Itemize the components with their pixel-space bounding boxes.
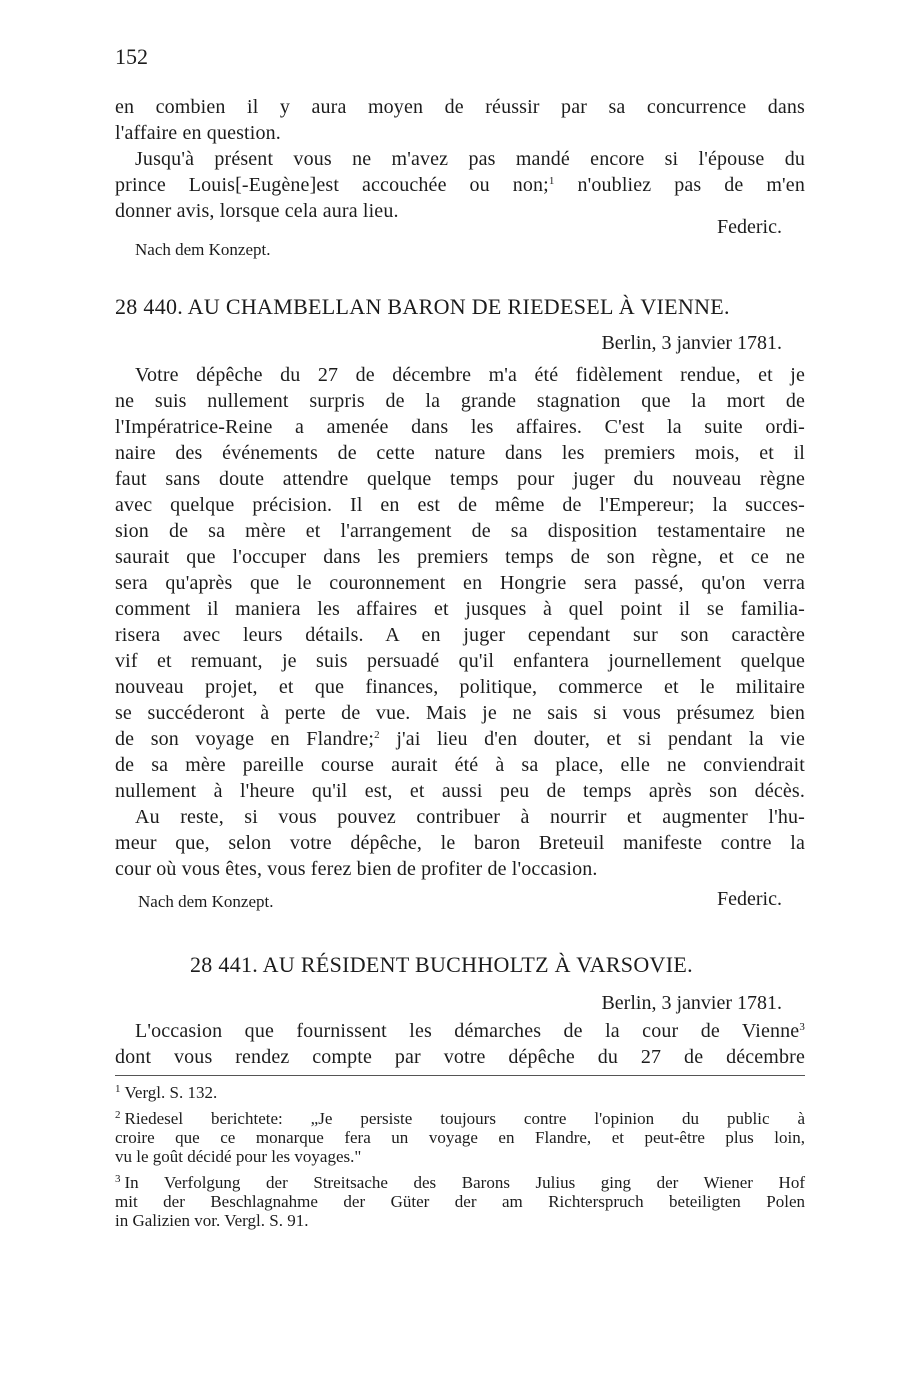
footnote-line: vu le goût décidé pour les voyages." — [115, 1147, 362, 1166]
signature: Federic. — [717, 216, 782, 238]
letter-date: Berlin, 3 janvier 1781. — [601, 332, 782, 354]
text-line: risera avec leurs détails. A en juger cependant sur son caractère — [115, 624, 805, 646]
text-line: sion de sa mère et l'arrangement de sa disposition testamentaire ne — [115, 520, 805, 542]
footnote-rule — [115, 1075, 805, 1076]
intro-paragraph — [115, 94, 805, 224]
letter-body — [115, 1018, 805, 1070]
text-line: de sa mère pareille course aurait été à sa place, elle ne conviendrait — [115, 754, 805, 776]
text-line — [115, 172, 805, 198]
letter-date: Berlin, 3 janvier 1781. — [601, 992, 782, 1014]
footnote-ref: 2 — [374, 729, 380, 741]
text-line: en combien il y aura moyen de réussir par sa concurrence dans — [115, 96, 805, 118]
text-line: Au reste, si vous pouvez contribuer à nourrir et augmenter l'hu- — [135, 806, 805, 828]
line-part: j'ai lieu d'en douter, et si pendant la vie — [379, 728, 805, 750]
footnote: $^3$ In Verfolgung der Streitsache des Barons Julius ging der Wiener Hof — [115, 1173, 805, 1192]
source-note: Nach dem Konzept. — [135, 240, 271, 259]
footnote-marker: 1 — [115, 1083, 121, 1095]
text-line: Votre dépêche du 27 de décembre m'a été fidèlement rendue, et je — [135, 364, 805, 386]
letter-body — [115, 362, 805, 882]
line-part: de son voyage en Flandre; — [115, 728, 375, 750]
text-line: se succéderont à perte de vue. Mais je ne sais si vous présumez bien — [115, 702, 805, 724]
text-line: dont vous rendez compte par votre dépêche du 27 de décembre — [115, 1046, 805, 1068]
text-line: cour où vous êtes, vous ferez bien de profiter de l'occasion. — [115, 858, 598, 880]
text-line: faut sans doute attendre quelque temps pour juger du nouveau règne — [115, 468, 805, 490]
letter-heading: 28 441. AU RÉSIDENT BUCHHOLTZ À VARSOVIE. — [190, 952, 693, 977]
text-line: meur que, selon votre dépêche, le baron Breteuil manifeste contre la — [115, 832, 805, 854]
footnote-marker: 3 — [115, 1173, 121, 1185]
text-line — [115, 1018, 805, 1044]
footnote-line: in Galizien vor. Vergl. S. 91. — [115, 1211, 309, 1230]
text-line: l'Impératrice-Reine a amenée dans les affaires. C'est la suite ordi- — [115, 416, 805, 438]
text-line: donner avis, lorsque cela aura lieu. — [115, 200, 399, 222]
text-line: nullement à l'heure qu'il est, et aussi peu de temps après son décès. — [115, 780, 805, 802]
text-line: vif et remuant, je suis persuadé qu'il enfantera journellement quelque — [115, 650, 805, 672]
text-line: ne suis nullement surpris de la grande stagnation que la mort de — [115, 390, 805, 412]
text-line: naire des événements de cette nature dans les premiers mois, et il — [115, 442, 805, 464]
footnote-ref: 3 — [799, 1021, 805, 1033]
line-part: prince Louis[-Eugène]est accouchée ou non; — [115, 174, 549, 196]
text-line: l'affaire en question. — [115, 122, 281, 144]
line-part: L'occasion que fournissent les démarches de la cour de Vienne — [135, 1020, 800, 1042]
text-line: saurait que l'occuper dans les premiers temps de son règne, et ce ne — [115, 546, 805, 568]
letter-heading: 28 440. AU CHAMBELLAN BARON DE RIEDESEL À VIENNE. — [115, 294, 730, 319]
text-line: sera qu'après que le couronnement en Hongrie sera passé, qu'on verra — [115, 572, 805, 594]
signature: Federic. — [717, 888, 782, 910]
text-line: Jusqu'à présent vous ne m'avez pas mandé encore si l'épouse du — [135, 148, 805, 170]
footnote-line: mit der Beschlagnahme der Güter der am Richterspruch beteiligten Polen — [115, 1192, 805, 1211]
footnote-ref: 1 — [548, 175, 555, 187]
text-line: nouveau projet, et que finances, politique, commerce et le militaire — [115, 676, 805, 698]
page-number: 152 — [115, 44, 148, 69]
text-line — [115, 726, 805, 752]
text-line: comment il maniera les affaires et jusques à quel point il se familia- — [115, 598, 805, 620]
footnotes — [115, 1080, 805, 1230]
footnote-line: croire que ce monarque fera un voyage en Flandre, et peut-être plus loin, — [115, 1128, 805, 1147]
footnote: $^1$ Vergl. S. 132. — [115, 1083, 218, 1102]
footnote: $^2$ Riedesel berichtete: „Je persiste toujours contre l'opinion du public à — [115, 1109, 805, 1128]
line-part: n'oubliez pas de m'en — [554, 174, 805, 196]
source-note: Nach dem Konzept. — [138, 892, 274, 911]
text-line: avec quelque précision. Il en est de même de l'Empereur; la succes- — [115, 494, 805, 516]
footnote-marker: 2 — [115, 1109, 121, 1121]
